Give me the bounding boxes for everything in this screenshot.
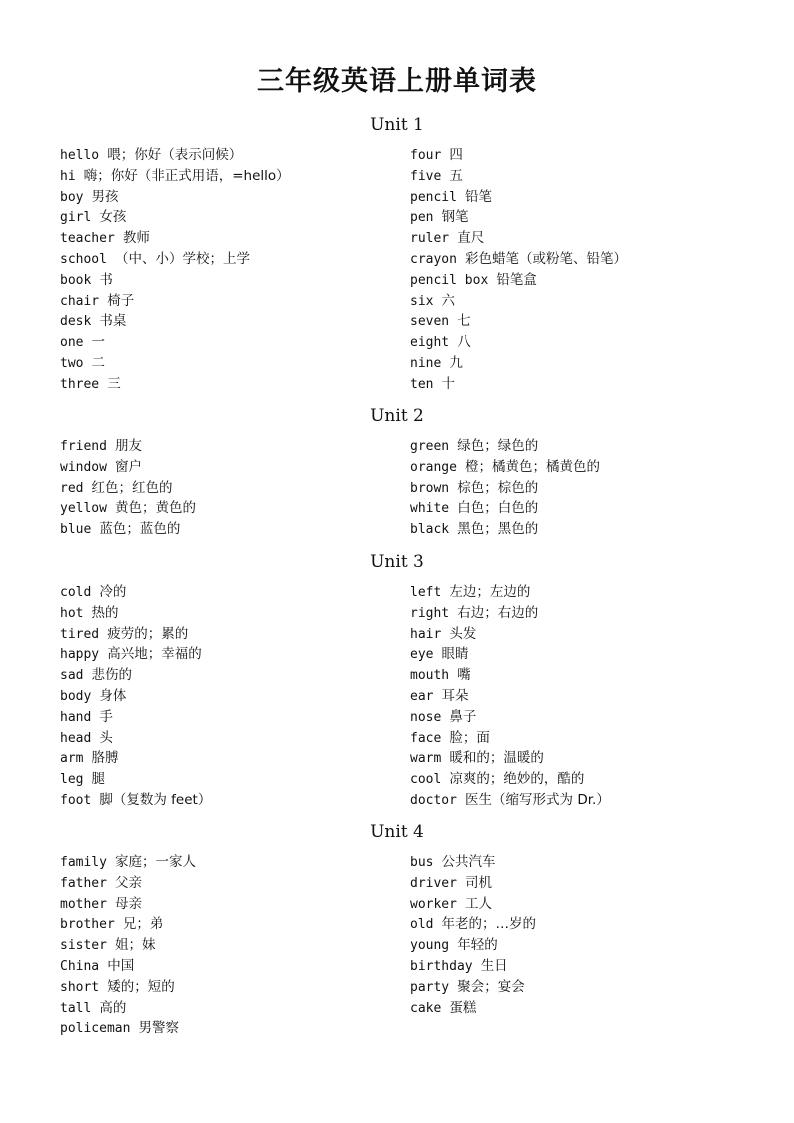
- word-entry: [410, 707, 780, 728]
- chinese-meaning: 二: [91, 354, 106, 371]
- chinese-meaning: 七: [457, 313, 471, 330]
- chinese-meaning: 棕色；棕色的: [457, 479, 539, 496]
- chinese-meaning: 嘴: [457, 667, 471, 684]
- chinese-meaning: 男警察: [138, 1020, 180, 1037]
- word-entry: [410, 145, 780, 166]
- word-entry: [60, 145, 390, 166]
- word-entry: [60, 291, 390, 312]
- chinese-meaning: 热的: [91, 604, 119, 621]
- chinese-meaning: 司机: [465, 874, 493, 891]
- english-word: face: [410, 730, 442, 746]
- word-entry: [60, 852, 390, 873]
- english-word: tired: [60, 626, 100, 642]
- chinese-meaning: 五: [449, 167, 463, 184]
- english-word: seven: [410, 314, 450, 330]
- english-word: birthday: [410, 958, 473, 974]
- english-word: girl: [60, 210, 92, 226]
- word-entry: [410, 644, 780, 665]
- english-word: pen: [410, 210, 434, 226]
- chinese-meaning: 中国: [107, 957, 135, 974]
- english-word: hair: [410, 626, 442, 642]
- word-entry: [60, 353, 390, 374]
- word-entry: [60, 873, 390, 894]
- chinese-meaning: 高兴地；幸福的: [107, 646, 202, 663]
- chinese-meaning: 疲劳的；累的: [107, 625, 189, 642]
- chinese-meaning: 兄；弟: [122, 916, 164, 933]
- english-word: pencil: [410, 189, 457, 205]
- english-word: cold: [60, 585, 92, 600]
- unit-heading: Unit 2: [370, 406, 424, 426]
- english-word: head: [60, 730, 92, 746]
- word-entry: [410, 270, 780, 291]
- english-word: warm: [410, 751, 442, 767]
- word-entry: [410, 769, 780, 790]
- chinese-meaning: 胳膊: [91, 750, 119, 767]
- word-entry: [60, 478, 390, 499]
- chinese-meaning: 黑色；黑色的: [457, 521, 539, 538]
- word-entry: [410, 748, 780, 769]
- word-entry: [60, 977, 390, 998]
- english-word: hello: [60, 148, 100, 163]
- chinese-meaning: 铅笔: [465, 188, 493, 205]
- word-entry: [410, 665, 780, 686]
- english-word: hot: [60, 605, 84, 621]
- chinese-meaning: 蓝色；蓝色的: [99, 521, 181, 538]
- english-word: cake: [410, 1000, 442, 1016]
- chinese-meaning: 彩色蜡笔（或粉笔、铅笔）: [465, 250, 628, 267]
- chinese-meaning: 六: [441, 292, 456, 309]
- chinese-meaning: 绿色；绿色的: [457, 438, 539, 454]
- english-word: hi: [60, 168, 76, 184]
- chinese-meaning: 年老的；…岁的: [441, 916, 537, 933]
- chinese-meaning: 脚（复数为 feet）: [99, 791, 212, 808]
- chinese-meaning: 头: [99, 729, 113, 746]
- chinese-meaning: 右边；右边的: [457, 604, 539, 621]
- chinese-meaning: 喂；你好（表示问候）: [107, 147, 243, 163]
- chinese-meaning: （中、小）学校；上学: [115, 250, 251, 267]
- word-entry: [410, 790, 780, 811]
- english-word: leg: [60, 772, 84, 788]
- word-entry: [410, 935, 780, 956]
- word-entry: [60, 374, 390, 395]
- word-entry: [60, 894, 390, 915]
- english-word: one: [60, 335, 84, 351]
- english-word: eye: [410, 647, 434, 663]
- chinese-meaning: 聚会；宴会: [457, 978, 525, 995]
- english-word: brown: [410, 480, 450, 496]
- word-list-left: [60, 436, 390, 540]
- word-entry: [410, 311, 780, 332]
- word-entry: [60, 748, 390, 769]
- word-entry: [410, 498, 780, 519]
- english-word: arm: [60, 751, 84, 767]
- english-word: doctor: [410, 792, 457, 808]
- word-entry: [410, 519, 780, 540]
- word-entry: [60, 935, 390, 956]
- word-entry: [410, 228, 780, 249]
- english-word: right: [410, 605, 450, 621]
- chinese-meaning: 公共汽车: [441, 854, 496, 870]
- word-entry: [410, 332, 780, 353]
- word-list-right: [410, 145, 780, 395]
- chinese-meaning: 三: [107, 375, 121, 392]
- english-word: sister: [60, 938, 107, 954]
- english-word: desk: [60, 314, 92, 330]
- english-word: chair: [60, 293, 100, 309]
- word-entry: [60, 436, 390, 457]
- word-entry: [60, 249, 390, 270]
- word-list-left: [60, 582, 390, 811]
- chinese-meaning: 身体: [99, 687, 127, 704]
- word-entry: [410, 187, 780, 208]
- word-entry: [410, 852, 780, 873]
- unit-heading: Unit 1: [370, 115, 424, 135]
- chinese-meaning: 书: [99, 271, 113, 288]
- word-entry: [60, 956, 390, 977]
- chinese-meaning: 铅笔盒: [496, 271, 537, 288]
- word-list-right: [410, 582, 780, 811]
- word-entry: [60, 998, 390, 1019]
- english-word: driver: [410, 875, 457, 891]
- chinese-meaning: 男孩: [91, 188, 119, 205]
- word-entry: [60, 332, 390, 353]
- word-entry: [410, 998, 780, 1019]
- word-entry: [410, 894, 780, 915]
- english-word: yellow: [60, 501, 107, 517]
- english-word: blue: [60, 522, 92, 538]
- word-entry: [410, 457, 780, 478]
- word-entry: [410, 582, 780, 603]
- unit-heading: Unit 3: [370, 552, 424, 572]
- chinese-meaning: 耳朵: [441, 687, 469, 704]
- word-entry: [60, 769, 390, 790]
- chinese-meaning: 医生（缩写形式为 Dr.）: [465, 791, 610, 808]
- word-entry: [410, 353, 780, 374]
- english-word: old: [410, 917, 434, 933]
- word-entry: [60, 644, 390, 665]
- word-entry: [410, 686, 780, 707]
- chinese-meaning: 左边；左边的: [449, 584, 531, 600]
- english-word: young: [410, 938, 450, 954]
- word-entry: [60, 228, 390, 249]
- english-word: party: [410, 979, 450, 995]
- english-word: ten: [410, 376, 434, 392]
- chinese-meaning: 红色；红色的: [91, 479, 173, 496]
- word-entry: [410, 478, 780, 499]
- chinese-meaning: 女孩: [99, 209, 127, 226]
- word-entry: [60, 665, 390, 686]
- english-word: brother: [60, 917, 115, 933]
- chinese-meaning: 腿: [91, 771, 106, 788]
- word-entry: [60, 582, 390, 603]
- chinese-meaning: 九: [449, 354, 463, 371]
- english-word: foot: [60, 792, 92, 808]
- word-entry: [410, 914, 780, 935]
- english-word: friend: [60, 439, 107, 454]
- chinese-meaning: 姐；妹: [115, 937, 156, 954]
- english-word: four: [410, 148, 442, 163]
- word-entry: [410, 436, 780, 457]
- english-word: school: [60, 251, 107, 267]
- word-entry: [410, 603, 780, 624]
- word-entry: [60, 624, 390, 645]
- word-entry: [60, 790, 390, 811]
- word-entry: [60, 498, 390, 519]
- chinese-meaning: 窗户: [115, 458, 143, 475]
- english-word: tall: [60, 1000, 92, 1016]
- english-word: window: [60, 459, 107, 475]
- chinese-meaning: 矮的；短的: [107, 978, 175, 995]
- english-word: mother: [60, 896, 107, 912]
- english-word: left: [410, 585, 442, 600]
- chinese-meaning: 朋友: [115, 438, 143, 454]
- word-entry: [410, 728, 780, 749]
- word-entry: [60, 457, 390, 478]
- english-word: family: [60, 855, 107, 870]
- chinese-meaning: 教师: [122, 230, 150, 247]
- chinese-meaning: 眼睛: [441, 646, 469, 663]
- word-entry: [410, 374, 780, 395]
- chinese-meaning: 鼻子: [449, 708, 477, 725]
- word-entry: [410, 956, 780, 977]
- chinese-meaning: 直尺: [457, 230, 485, 247]
- word-entry: [60, 603, 390, 624]
- english-word: three: [60, 376, 100, 392]
- english-word: sad: [60, 668, 84, 684]
- chinese-meaning: 嗨；你好（非正式用语，=hello）: [83, 167, 290, 184]
- english-word: China: [60, 958, 100, 974]
- english-word: policeman: [60, 1021, 131, 1037]
- english-word: hand: [60, 709, 92, 725]
- english-word: book: [60, 272, 92, 288]
- chinese-meaning: 黄色；黄色的: [115, 500, 197, 517]
- english-word: short: [60, 979, 100, 995]
- chinese-meaning: 高的: [99, 999, 127, 1016]
- word-list-right: [410, 436, 780, 540]
- chinese-meaning: 凉爽的；绝妙的，酷的: [449, 771, 585, 788]
- english-word: boy: [60, 189, 84, 205]
- word-entry: [410, 873, 780, 894]
- unit-heading: Unit 4: [370, 822, 424, 842]
- word-entry: [410, 977, 780, 998]
- chinese-meaning: 椅子: [107, 292, 135, 309]
- english-word: white: [410, 501, 450, 517]
- chinese-meaning: 手: [99, 708, 113, 725]
- chinese-meaning: 书桌: [99, 313, 127, 330]
- english-word: green: [410, 439, 450, 454]
- english-word: nose: [410, 709, 442, 725]
- word-entry: [410, 249, 780, 270]
- word-entry: [60, 311, 390, 332]
- word-list-left: [60, 852, 390, 1039]
- english-word: red: [60, 480, 84, 496]
- chinese-meaning: 蛋糕: [449, 999, 477, 1016]
- english-word: mouth: [410, 668, 450, 684]
- word-entry: [60, 728, 390, 749]
- english-word: eight: [410, 335, 450, 351]
- english-word: black: [410, 522, 450, 538]
- word-entry: [60, 166, 390, 187]
- english-word: ear: [410, 688, 434, 704]
- word-entry: [410, 291, 780, 312]
- chinese-meaning: 暖和的；温暖的: [449, 750, 544, 767]
- chinese-meaning: 年轻的: [457, 937, 498, 954]
- english-word: crayon: [410, 251, 457, 267]
- word-entry: [60, 707, 390, 728]
- chinese-meaning: 工人: [465, 895, 493, 912]
- word-list-right: [410, 852, 780, 1018]
- chinese-meaning: 四: [449, 147, 463, 163]
- chinese-meaning: 生日: [480, 957, 508, 974]
- word-entry: [60, 270, 390, 291]
- english-word: cool: [410, 772, 442, 788]
- chinese-meaning: 悲伤的: [91, 667, 133, 684]
- chinese-meaning: 十: [441, 375, 456, 392]
- english-word: six: [410, 293, 434, 309]
- chinese-meaning: 橙；橘黄色；橘黄色的: [465, 458, 601, 475]
- english-word: bus: [410, 855, 434, 870]
- chinese-meaning: 父亲: [115, 874, 143, 891]
- english-word: two: [60, 355, 84, 371]
- page-title: 三年级英语上册单词表: [257, 66, 537, 97]
- word-list-left: [60, 145, 390, 395]
- english-word: nine: [410, 355, 442, 371]
- chinese-meaning: 钢笔: [441, 209, 469, 226]
- word-entry: [60, 207, 390, 228]
- chinese-meaning: 头发: [449, 625, 477, 642]
- word-entry: [60, 686, 390, 707]
- chinese-meaning: 母亲: [115, 895, 143, 912]
- word-entry: [60, 519, 390, 540]
- english-word: father: [60, 875, 107, 891]
- word-entry: [410, 166, 780, 187]
- word-entry: [410, 207, 780, 228]
- chinese-meaning: 脸；面: [449, 729, 490, 746]
- english-word: ruler: [410, 231, 450, 247]
- english-word: teacher: [60, 231, 115, 247]
- word-entry: [60, 187, 390, 208]
- word-entry: [60, 1018, 390, 1039]
- chinese-meaning: 一: [91, 334, 106, 351]
- english-word: orange: [410, 459, 457, 475]
- english-word: pencil box: [410, 272, 489, 288]
- chinese-meaning: 冷的: [99, 584, 127, 600]
- word-entry: [410, 624, 780, 645]
- english-word: happy: [60, 647, 100, 663]
- chinese-meaning: 家庭；一家人: [115, 854, 197, 870]
- chinese-meaning: 八: [457, 334, 471, 351]
- english-word: worker: [410, 896, 457, 912]
- english-word: five: [410, 168, 442, 184]
- chinese-meaning: 白色；白色的: [457, 500, 539, 517]
- word-entry: [60, 914, 390, 935]
- english-word: body: [60, 688, 92, 704]
